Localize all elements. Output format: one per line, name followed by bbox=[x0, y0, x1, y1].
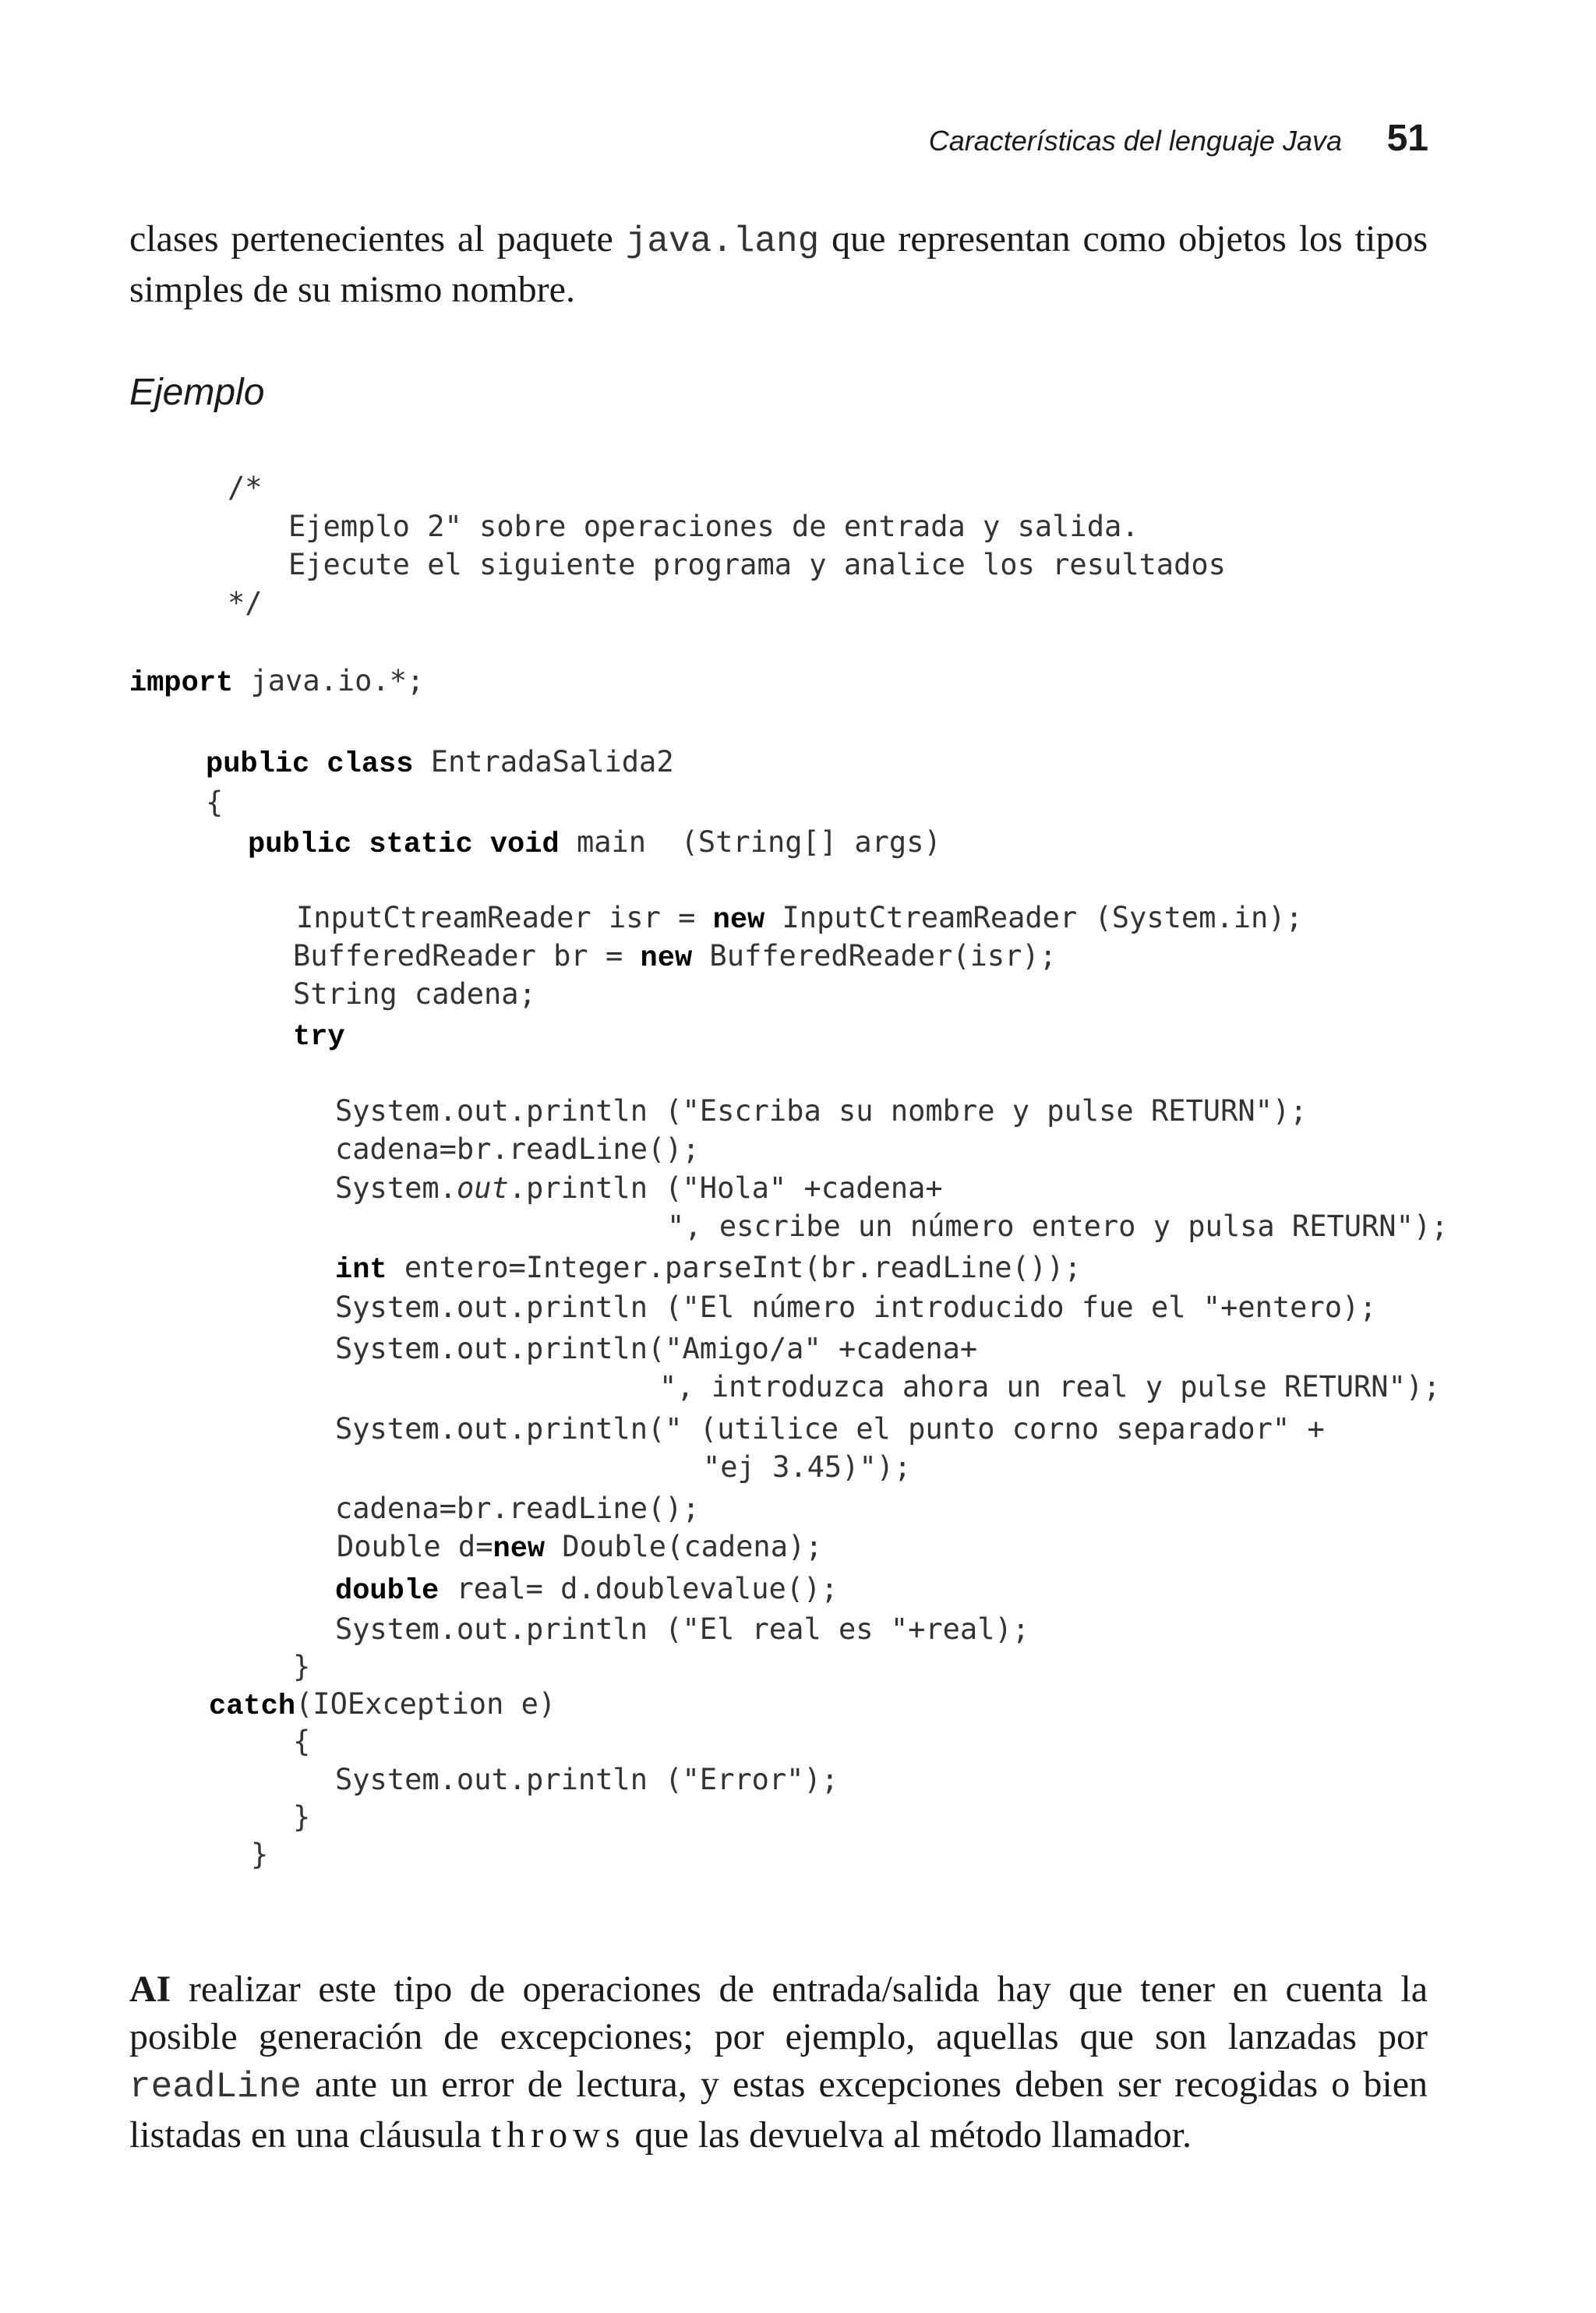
hola-part-2: .println ("Hola" +cadena+ bbox=[508, 1171, 943, 1205]
keyword-public-static-void: public static void bbox=[248, 828, 560, 861]
main-signature: main (String[] args) bbox=[559, 825, 941, 859]
code-utilice-line: System.out.println(" (utilice el punto corno separador" + bbox=[335, 1412, 1325, 1446]
keyword-new: new bbox=[712, 904, 765, 937]
hola-part-1: System. bbox=[335, 1171, 457, 1205]
running-header-title: Características del lenguaje Java bbox=[928, 125, 1342, 157]
intro-text-after: que representan como objetos los tipos simples de su mismo nombre. bbox=[129, 218, 1428, 310]
intro-text-before: clases pertenecientes al paquete bbox=[129, 218, 626, 260]
isr-part-1: InputCtreamReader isr = bbox=[296, 901, 713, 934]
code-brace-main-close: } bbox=[251, 1838, 269, 1871]
double-object-part-2: Double(cadena); bbox=[545, 1530, 823, 1563]
code-double-object-line bbox=[337, 1530, 823, 1566]
class-name: EntradaSalida2 bbox=[413, 745, 674, 779]
keyword-import: import bbox=[129, 667, 234, 700]
keyword-double: double bbox=[335, 1575, 440, 1608]
code-utilice-continuation: "ej 3.45)"); bbox=[703, 1450, 912, 1484]
code-try-line bbox=[293, 1018, 345, 1054]
code-comment-line-2: Ejecute el siguiente programa y analice los resultados bbox=[288, 548, 1226, 581]
page-number: 51 bbox=[1386, 118, 1428, 159]
import-rest: java.io.*; bbox=[233, 664, 425, 697]
code-println-1: System.out.println ("Escriba su nombre y pulse RETURN"); bbox=[335, 1094, 1308, 1128]
keyword-public-class: public class bbox=[206, 748, 414, 781]
keyword-new: new bbox=[640, 942, 693, 975]
code-hola-continuation: ", escribe un número entero y pulsa RETURN"); bbox=[667, 1209, 1449, 1243]
code-double-primitive-line bbox=[335, 1572, 839, 1609]
code-readline-1: cadena=br.readLine(); bbox=[335, 1132, 700, 1166]
code-hola-line bbox=[335, 1171, 943, 1206]
example-heading: Ejemplo bbox=[129, 372, 265, 413]
keyword-catch: catch bbox=[209, 1690, 296, 1723]
keyword-int: int bbox=[335, 1254, 387, 1287]
code-catch-line bbox=[209, 1687, 556, 1724]
keyword-new: new bbox=[493, 1533, 546, 1566]
code-brace-catch-open: { bbox=[293, 1725, 311, 1758]
conclusion-text-3: que las devuelva al método llamador. bbox=[625, 2114, 1192, 2156]
int-rest: entero=Integer.parseInt(br.readLine()); bbox=[387, 1251, 1082, 1284]
code-println-real: System.out.println ("El real es "+real); bbox=[335, 1612, 1030, 1646]
conclusion-paragraph bbox=[129, 1965, 1428, 2159]
conclusion-text-2: ante un error de lectura, y estas excepciones deben ser recogidas o bien listadas en una cláusula bbox=[129, 2064, 1428, 2156]
code-brace-class-open: { bbox=[206, 786, 224, 819]
keyword-try: try bbox=[293, 1021, 345, 1054]
code-readline-2: cadena=br.readLine(); bbox=[335, 1492, 700, 1525]
code-isr-line bbox=[296, 901, 1303, 938]
code-class-line bbox=[206, 745, 674, 782]
code-println-error: System.out.println ("Error"); bbox=[335, 1763, 839, 1796]
br-part-2: BufferedReader(isr); bbox=[692, 939, 1057, 973]
code-brace-try-close: } bbox=[293, 1650, 311, 1683]
conclusion-inline-code: readLine bbox=[129, 2067, 302, 2107]
code-int-line bbox=[335, 1251, 1082, 1287]
code-import-line bbox=[129, 664, 424, 701]
intro-inline-code: java.lang bbox=[625, 221, 820, 262]
conclusion-lead: AI bbox=[129, 1969, 171, 2010]
code-string-decl: String cadena; bbox=[293, 977, 536, 1011]
code-brace-catch-close: } bbox=[293, 1800, 311, 1834]
hola-out-italic: out bbox=[456, 1171, 509, 1205]
code-amigo-continuation: ", introduzca ahora un real y pulse RETURN"); bbox=[659, 1370, 1441, 1404]
code-comment-open: /* bbox=[228, 471, 263, 504]
double-rest: real= d.doublevalue(); bbox=[439, 1572, 839, 1605]
double-object-part-1: Double d= bbox=[337, 1530, 493, 1563]
isr-part-2: InputCtreamReader (System.in); bbox=[764, 901, 1303, 934]
code-main-line bbox=[248, 825, 941, 862]
br-part-1: BufferedReader br = bbox=[293, 939, 641, 973]
conclusion-throws-word: throws bbox=[490, 2114, 626, 2156]
code-comment-close: */ bbox=[228, 586, 263, 620]
intro-paragraph bbox=[129, 215, 1428, 313]
code-comment-line-1: Ejemplo 2" sobre operaciones de entrada y salida. bbox=[288, 510, 1139, 543]
conclusion-text-1: realizar este tipo de operaciones de entrada/salida hay que tener en cuenta la posible generación de excepciones; por ejemplo, aquellas que son lanzadas por bbox=[129, 1969, 1428, 2057]
catch-rest: (IOException e) bbox=[295, 1687, 556, 1721]
code-amigo-line: System.out.println("Amigo/a" +cadena+ bbox=[335, 1332, 978, 1365]
code-br-line bbox=[293, 939, 1057, 976]
code-println-numero: System.out.println ("El número introducido fue el "+entero); bbox=[335, 1291, 1377, 1324]
